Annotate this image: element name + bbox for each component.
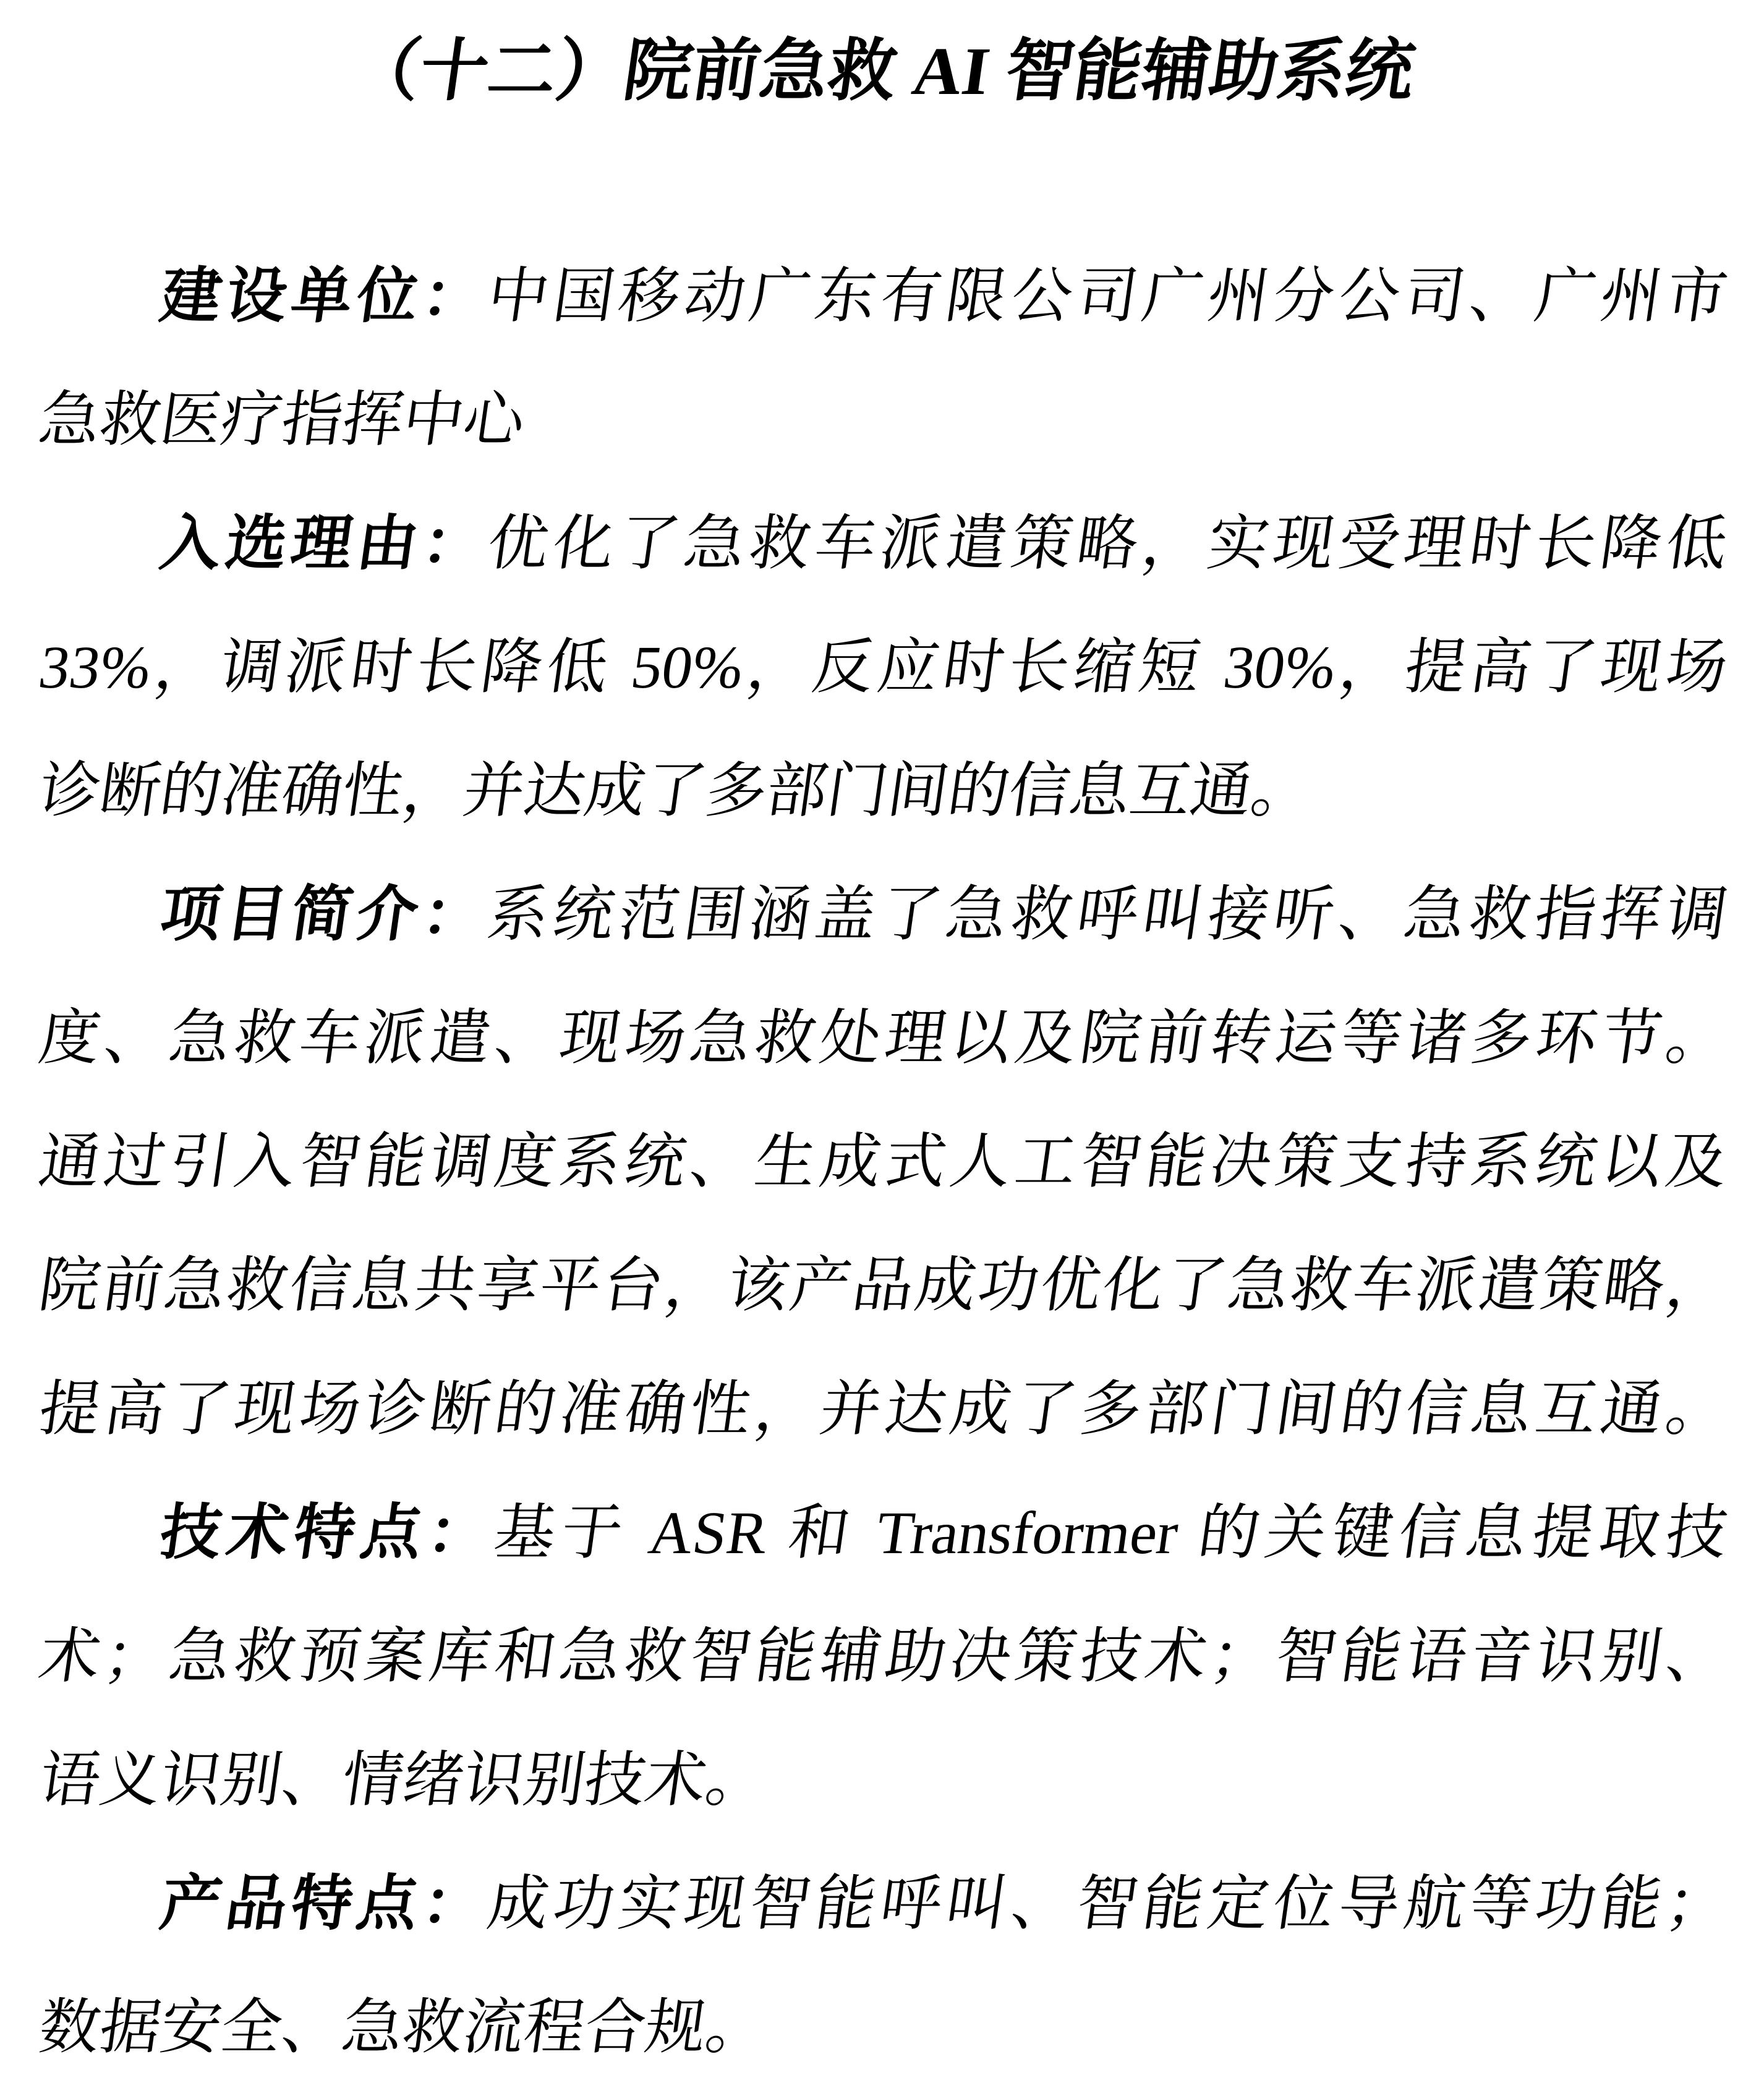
document-body (35, 235, 1732, 2090)
section-text: 度、急救车派遣、现场急救处理以及院前转运等诸多环节。 (35, 1005, 1732, 1072)
section-text: 提高了现场诊断的准确性，并达成了多部门间的信息互通。 (35, 1376, 1732, 1443)
section-label: 入选理由： (156, 511, 493, 577)
text-line (31, 1101, 1736, 1224)
section-text: 通过引入智能调度系统、生成式人工智能决策支持系统以及 (35, 1129, 1732, 1196)
section-selection-reason (35, 482, 1732, 853)
text-line (31, 1843, 1736, 1966)
section-text: 优化了急救车派遣策略，实现受理时长降低 (483, 511, 1732, 577)
text-line (31, 359, 1736, 482)
section-text: 系统范围涵盖了急救呼叫接听、急救指挥调 (483, 882, 1732, 948)
section-text: 成功实现智能呼叫、智能定位导航等功能； (483, 1871, 1732, 1938)
section-label: 建设单位： (156, 263, 493, 330)
text-line (31, 1224, 1736, 1348)
section-text: 中国移动广东有限公司广州分公司、广州市 (483, 263, 1732, 330)
text-line (31, 1595, 1736, 1719)
section-text: 诊断的准确性，并达成了多部门间的信息互通。 (35, 758, 1317, 825)
text-line (31, 1719, 1736, 1843)
section-label: 项目简介： (156, 882, 493, 948)
text-line (31, 730, 1736, 853)
text-line (31, 1348, 1736, 1472)
text-line (31, 977, 1736, 1101)
section-text: 急救医疗指挥中心 (35, 387, 529, 454)
section-text: 术；急救预案库和急救智能辅助决策技术；智能语音识别、 (35, 1624, 1732, 1690)
text-line (31, 235, 1736, 359)
text-line (31, 853, 1736, 977)
section-construction-unit (35, 235, 1732, 482)
text-line (31, 482, 1736, 606)
section-technical-features (35, 1472, 1732, 1843)
section-text: 基于 ASR 和 Transformer 的关键信息提取技 (490, 1500, 1732, 1567)
section-text: 院前急救信息共享平台，该产品成功优化了急救车派遣策略， (35, 1253, 1732, 1319)
page-title: （十二）院前急救 AI 智能辅助系统 (347, 33, 1420, 109)
section-project-intro (35, 853, 1732, 1472)
text-line (31, 1966, 1736, 2090)
section-text: 33%，调派时长降低 50%，反应时长缩短 30%，提高了现场 (35, 634, 1732, 701)
section-product-features (35, 1843, 1732, 2090)
section-text: 数据安全、急救流程合规。 (35, 1995, 772, 2061)
section-text: 语义识别、情绪识别技术。 (35, 1747, 772, 1814)
text-line (31, 1472, 1736, 1595)
text-line (31, 606, 1736, 730)
section-label: 技术特点： (156, 1500, 500, 1567)
section-label: 产品特点： (156, 1871, 493, 1938)
